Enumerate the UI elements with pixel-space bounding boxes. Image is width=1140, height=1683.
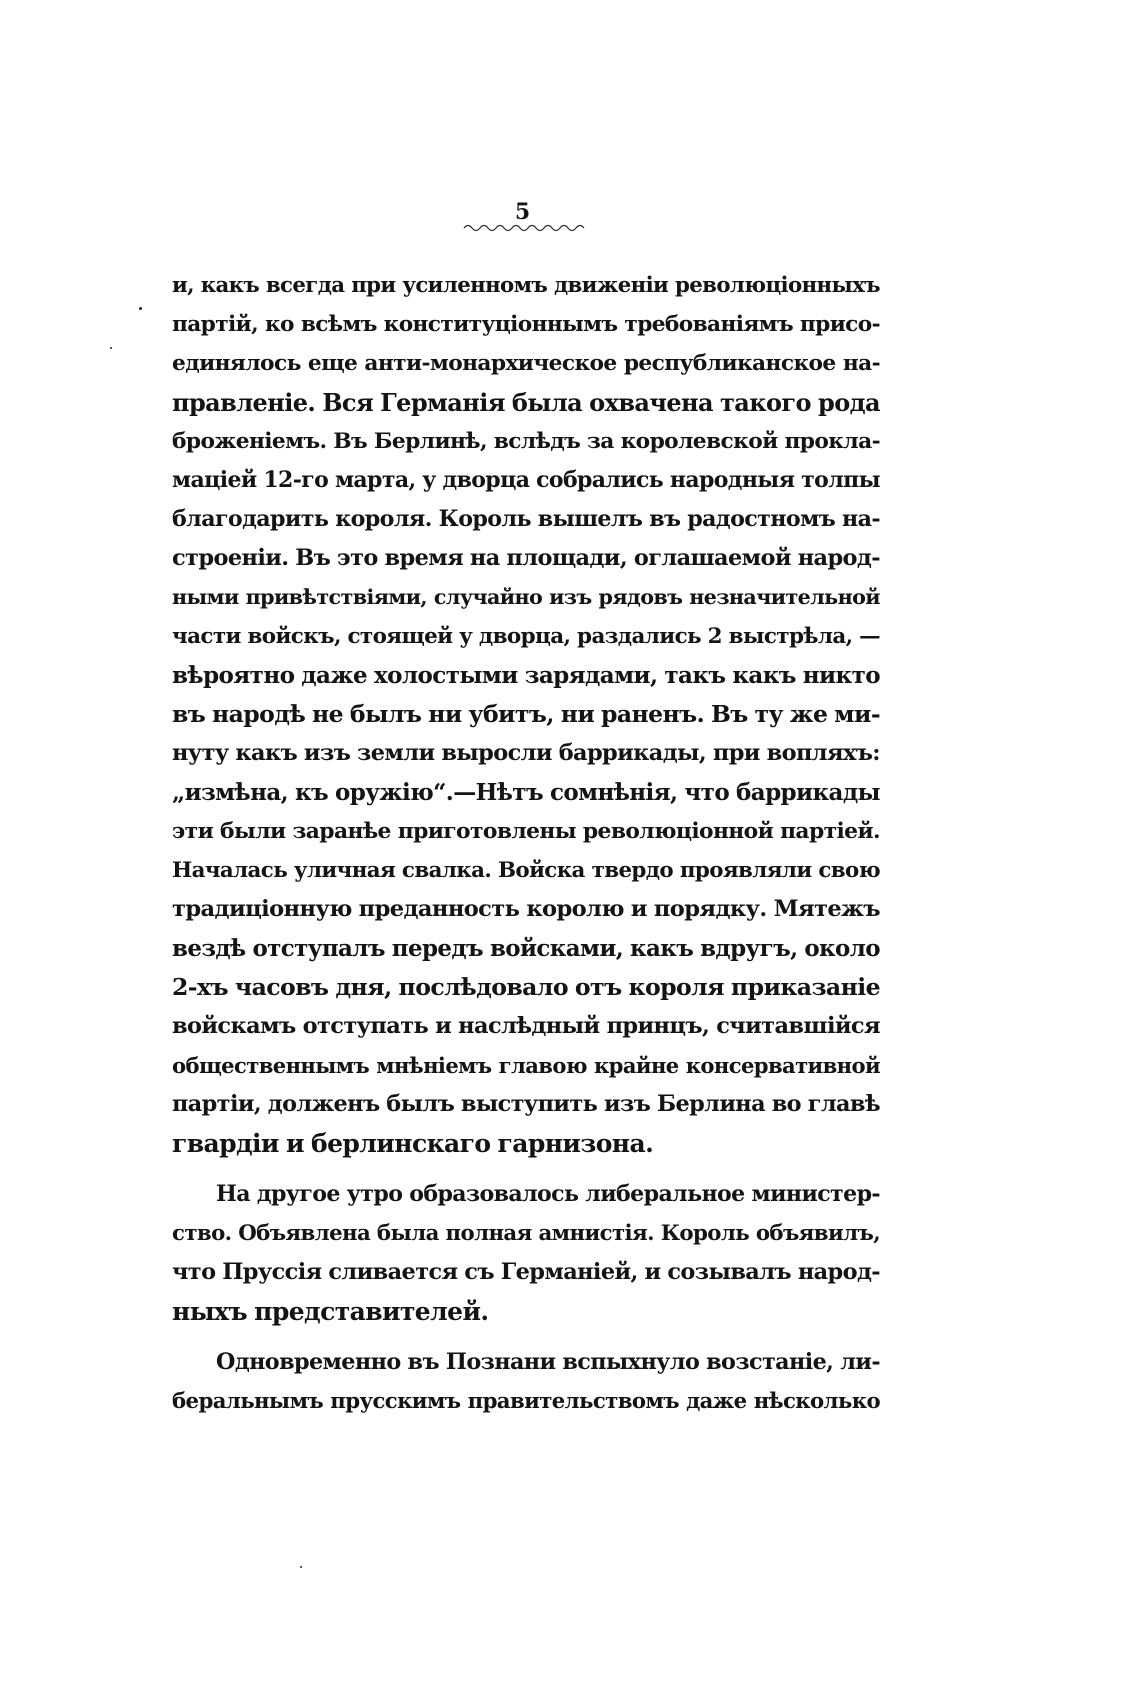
page-number: 5 — [514, 199, 531, 225]
paragraph-2 — [172, 1175, 880, 1331]
text-line: войскамъ отступать и наслѣдный принцъ, считавшійся — [172, 1013, 880, 1039]
paragraph-1 — [172, 266, 880, 1163]
text-line: ныхъ представителей. — [172, 1297, 489, 1326]
text-line: правленіе. Вся Германія была охвачена такого рода — [172, 388, 880, 417]
text-line: единялось еще анти-монархическое республиканское на- — [172, 351, 880, 376]
text-line: вѣроятно даже холостыми зарядами, такъ какъ никто — [172, 662, 880, 689]
text-line: беральнымъ прусскимъ правительствомъ даже нѣсколько — [172, 1389, 880, 1414]
text-line: гвардіи и берлинскаго гарнизона. — [172, 1129, 654, 1158]
text-line: и, какъ всегда при усиленномъ движеніи революціонныхъ — [172, 273, 880, 298]
print-speck — [300, 1566, 302, 1568]
text-line: что Пруссія сливается съ Германіей, и созывалъ народ- — [172, 1259, 880, 1285]
text-line: ными привѣтствіями, случайно изъ рядовъ незначительной — [172, 585, 880, 609]
text-line: вездѣ отступалъ передъ войсками, какъ вдругъ, около — [172, 935, 880, 962]
text-line: броженіемъ. Въ Берлинѣ, вслѣдъ за королевской прокла- — [172, 429, 880, 454]
print-speck — [110, 347, 112, 349]
text-line: ство. Объявлена была полная амнистія. Король объявилъ, — [172, 1221, 880, 1246]
text-line: строеніи. Въ это время на площади, оглашаемой народ- — [172, 545, 880, 571]
text-line: Одновременно въ Познани вспыхнуло возстаніе, ли- — [216, 1349, 880, 1375]
text-line: маціей 12-го марта, у дворца собрались народныя толпы — [172, 467, 880, 493]
text-line: благодарить короля. Король вышелъ въ радостномъ на- — [172, 506, 880, 532]
paragraph-3 — [172, 1343, 880, 1421]
print-speck — [139, 307, 142, 310]
text-line: 2-хъ часовъ дня, послѣдовало отъ короля приказаніе — [172, 973, 880, 1001]
paragraph-gap — [172, 1163, 880, 1175]
text-line: традиціонную преданность королю и порядку. Мятежъ — [172, 896, 880, 922]
paragraph-gap — [172, 1331, 880, 1343]
text-line: въ народѣ не былъ ни убитъ, ни раненъ. Въ ту же ми- — [172, 700, 880, 728]
text-line: партій, ко всѣмъ конституціоннымъ требованіямъ присо- — [172, 312, 880, 337]
text-line: Началась уличная свалка. Войска твердо проявляли свою — [172, 858, 880, 883]
wavy-ornament — [462, 222, 587, 234]
text-line: эти были заранѣе приготовлены революціонной партіей. — [172, 819, 880, 844]
text-line: партіи, долженъ былъ выступить изъ Берлина во главѣ — [172, 1091, 880, 1117]
text-line: части войскъ, стоящей у дворца, раздались 2 выстрѣла, — — [172, 624, 880, 649]
text-line: „измѣна, къ оружію“.—Нѣтъ сомнѣнія, что баррикады — [172, 779, 880, 806]
text-line: На другое утро образовалось либеральное министер- — [216, 1181, 880, 1207]
text-line: нуту какъ изъ земли выросли баррикады, при вопляхъ: — [172, 740, 880, 766]
text-line: общественнымъ мнѣніемъ главою крайне консервативной — [172, 1053, 880, 1078]
body-text — [172, 266, 880, 1421]
